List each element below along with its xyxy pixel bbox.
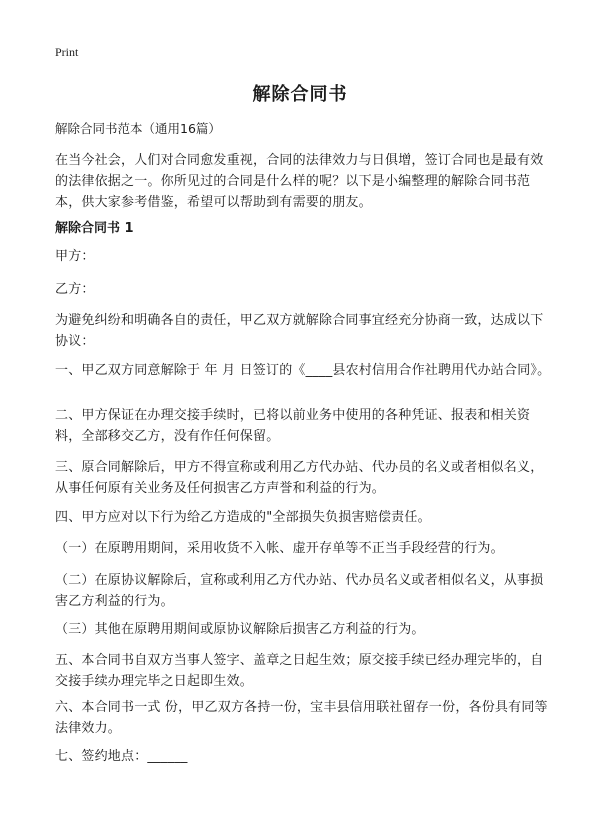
document-subtitle: 解除合同书范本（通用16篇） — [55, 121, 221, 136]
clause-6: 六、本合同书一式 份，甲乙双方各持一份，宝丰县信用联社留存一份，各份具有同等法律效力。 — [55, 700, 548, 736]
clause-4-item-3: （三）其他在原聘用期间或原协议解除后损害乙方利益的行为。 — [55, 622, 425, 637]
party-a-line: 甲方： — [55, 249, 95, 264]
clause-2: 二、甲方保证在办理交接手续时，已将以前业务中使用的各种凭证、报表和相关资料，全部移交乙方，没有作任何保留。 — [55, 408, 531, 444]
clause-7: 七、签约地点：______ — [55, 749, 188, 764]
print-link[interactable]: Print — [55, 45, 79, 59]
intro-paragraph: 在当今社会，人们对合同愈发重视，合同的法律效力与日俱增，签订合同也是最有效的法律依据之一。你所见过的合同是什么样的呢？以下是小编整理的解除合同书范本，供大家参考借鉴，希望可以帮助到有需要的朋友。 — [55, 153, 544, 210]
clause-4-item-2: （二）在原协议解除后，宣称或利用乙方代办站、代办员名义或者相似名义，从事损害乙方利益的行为。 — [55, 573, 544, 609]
clause-4-item-1: （一）在原聘用期间，采用收货不入帐、虚开存单等不正当手段经营的行为。 — [55, 541, 504, 556]
party-b-line: 乙方： — [55, 282, 95, 297]
section-heading: 解除合同书 1 — [55, 221, 134, 236]
clause-3: 三、原合同解除后，甲方不得宣称或利用乙方代办站、代办员的名义或者相似名义，从事任何原有关业务及任何损害乙方声誉和利益的行为。 — [55, 460, 544, 496]
clause-5: 五、本合同书自双方当事人签字、盖章之日起生效；原交接手续已经办理完毕的，自交接手续办理完毕之日起即生效。 — [55, 653, 544, 689]
document-title: 解除合同书 — [252, 84, 348, 105]
preamble-paragraph: 为避免纠纷和明确各自的责任，甲乙双方就解除合同事宜经充分协商一致，达成以下协议： — [55, 313, 544, 349]
clause-1: 一、甲乙双方同意解除于 年 月 日签订的《____县农村信用合作社聘用代办站合同》。 — [55, 363, 551, 378]
clause-4: 四、甲方应对以下行为给乙方造成的"全部损失负损害赔偿责任。 — [55, 510, 431, 525]
